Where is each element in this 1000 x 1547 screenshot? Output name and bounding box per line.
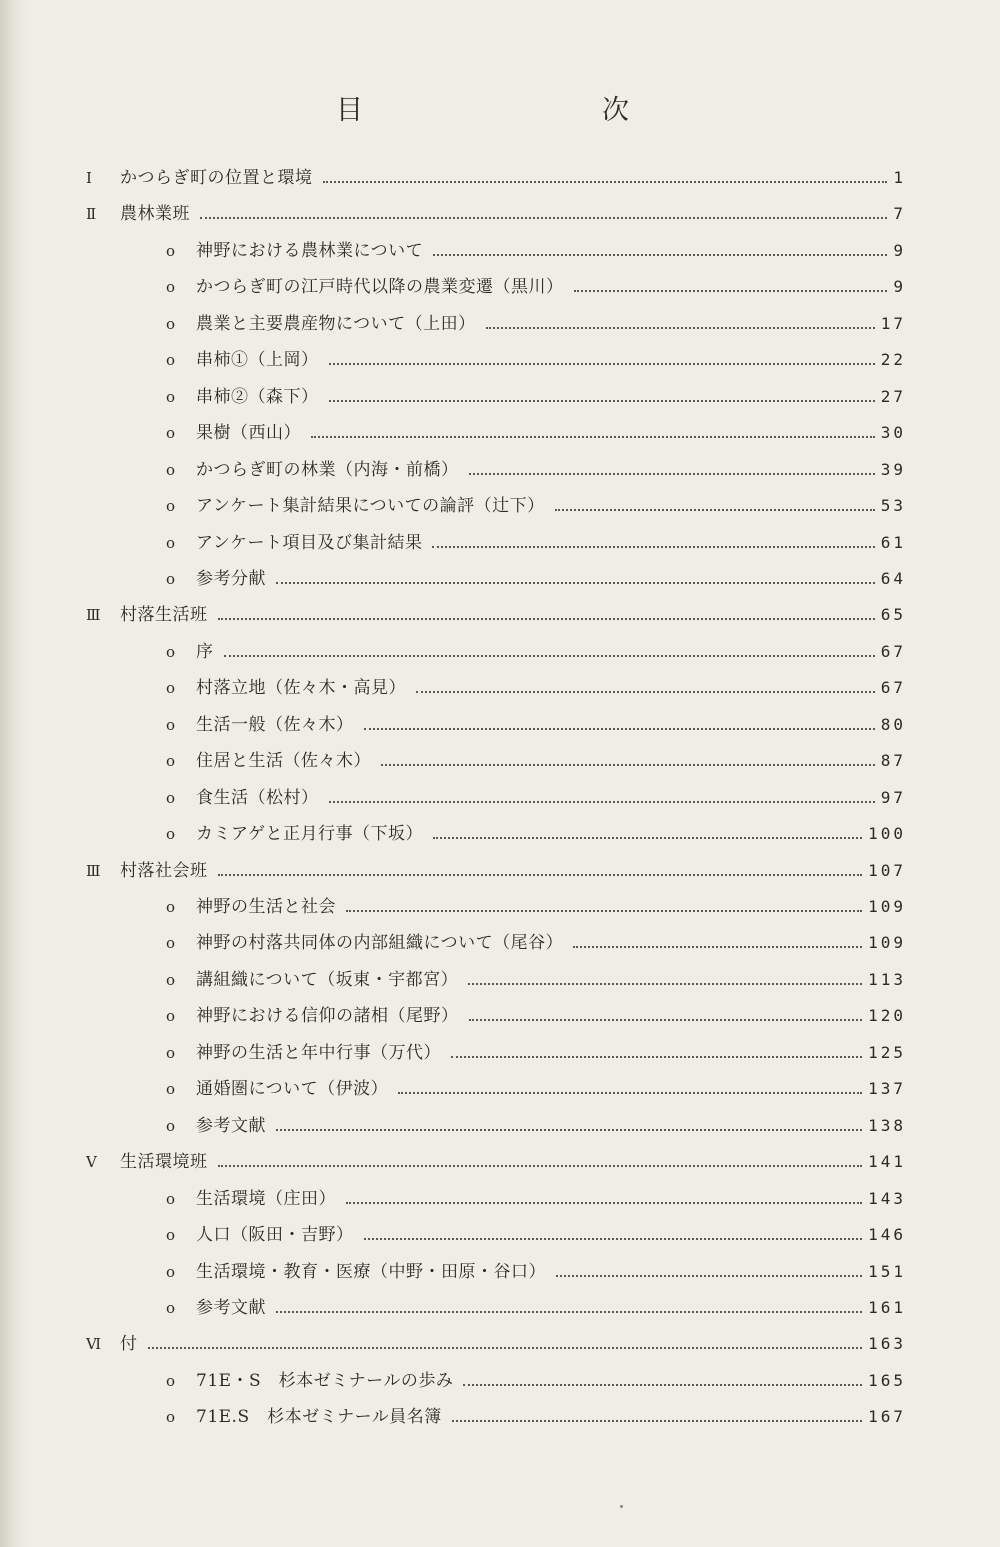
section-title: 農林業班 [120, 204, 190, 224]
section-numeral: Ⅰ [86, 169, 92, 187]
page-number: 141 [868, 1152, 906, 1171]
dot-leader [329, 363, 875, 365]
entry-bullet: o [166, 716, 176, 734]
toc-section [86, 164, 906, 192]
entry-title: 71E・S 杉本ゼミナールの歩み [196, 1371, 454, 1391]
entry-title: 神野の村落共同体の内部組織について（尾谷） [196, 933, 564, 953]
toc-entry [166, 310, 906, 338]
entry-title: アンケート項目及び集計結果 [196, 533, 423, 553]
toc-entry [166, 747, 906, 775]
section-numeral: Ⅱ [86, 205, 97, 223]
page-number: 27 [880, 387, 906, 406]
page-number: 61 [880, 533, 906, 552]
toc-entry [166, 638, 906, 666]
page-number: 138 [868, 1116, 906, 1135]
page-number: 7 [893, 204, 906, 223]
dot-leader [469, 473, 875, 475]
entry-title: 参考文献 [196, 1116, 266, 1136]
page-number: 87 [880, 751, 906, 770]
dot-leader [218, 618, 875, 620]
toc-section [86, 601, 906, 629]
toc-entry [166, 383, 906, 411]
toc-entry [166, 929, 906, 957]
entry-bullet: o [166, 679, 176, 697]
page-number: 125 [868, 1043, 906, 1062]
page-number: 80 [880, 715, 906, 734]
entry-bullet: o [166, 1263, 176, 1281]
entry-title: 71E.S 杉本ゼミナール員名簿 [196, 1407, 442, 1427]
entry-bullet: o [166, 570, 176, 588]
dot-leader [323, 181, 888, 183]
toc-entry [166, 456, 906, 484]
dot-leader [556, 1275, 862, 1277]
entry-bullet: o [166, 1408, 176, 1426]
dot-leader [574, 290, 888, 292]
page-number: 107 [868, 861, 906, 880]
entry-bullet: o [166, 1044, 176, 1062]
page-number: 100 [868, 824, 906, 843]
entry-title: 参考分献 [196, 569, 266, 589]
dot-leader [329, 801, 875, 803]
title-char-1: 目 [336, 95, 363, 126]
dot-leader [469, 1019, 863, 1021]
dot-leader [276, 582, 875, 584]
entry-bullet: o [166, 752, 176, 770]
entry-bullet: o [166, 461, 176, 479]
entry-bullet: o [166, 971, 176, 989]
dot-leader [432, 546, 874, 548]
page-number: 9 [893, 277, 906, 296]
dot-leader [451, 1056, 862, 1058]
entry-title: 序 [196, 642, 214, 662]
page-number: 9 [893, 241, 906, 260]
page-number: 151 [868, 1262, 906, 1281]
toc-entry [166, 419, 906, 447]
entry-bullet: o [166, 1226, 176, 1244]
toc-entry [166, 1075, 906, 1103]
page-number: 165 [868, 1371, 906, 1390]
dot-leader [346, 1202, 862, 1204]
dot-leader [276, 1129, 862, 1131]
page-number: 163 [868, 1334, 906, 1353]
entry-title: 生活環境・教育・医療（中野・田原・谷口） [196, 1262, 546, 1282]
entry-title: 村落立地（佐々木・高見） [196, 678, 406, 698]
toc-entry [166, 1221, 906, 1249]
page-number: 120 [868, 1006, 906, 1025]
page-number: 65 [880, 605, 906, 624]
dot-leader [346, 910, 862, 912]
toc-entry [166, 529, 906, 557]
page-number: 39 [880, 460, 906, 479]
toc-section [86, 1330, 906, 1358]
entry-bullet: o [166, 934, 176, 952]
entry-bullet: o [166, 1190, 176, 1208]
dot-leader [148, 1347, 863, 1349]
entry-bullet: o [166, 1007, 176, 1025]
entry-title: 果樹（西山） [196, 423, 301, 443]
toc-entry [166, 1367, 906, 1395]
dot-leader [218, 1165, 863, 1167]
toc-entry [166, 273, 906, 301]
toc-entry [166, 1112, 906, 1140]
entry-bullet: o [166, 789, 176, 807]
entry-title: 農業と主要農産物について（上田） [196, 314, 476, 334]
entry-title: アンケート集計結果についての論評（辻下） [196, 496, 545, 516]
toc-entry [166, 346, 906, 374]
entry-bullet: o [166, 497, 176, 515]
dot-leader [468, 983, 862, 985]
toc-entry [166, 1258, 906, 1286]
dot-leader [311, 436, 875, 438]
entry-title: 参考文献 [196, 1298, 266, 1318]
section-title: 生活環境班 [120, 1152, 208, 1172]
entry-bullet: o [166, 1372, 176, 1390]
paper-speck [620, 1505, 623, 1508]
dot-leader [463, 1384, 862, 1386]
page-number: 17 [880, 314, 906, 333]
section-title: 村落生活班 [120, 605, 208, 625]
entry-bullet: o [166, 534, 176, 552]
title-char-2: 次 [602, 95, 629, 126]
page-number: 137 [868, 1079, 906, 1098]
entry-title: 住居と生活（佐々木） [196, 751, 371, 771]
toc-entry [166, 1039, 906, 1067]
dot-leader [573, 946, 862, 948]
page-number: 109 [868, 897, 906, 916]
page-number: 97 [880, 788, 906, 807]
page-number: 113 [868, 970, 906, 989]
toc-entry [166, 1294, 906, 1322]
entry-title: 人口（阪田・吉野） [196, 1225, 354, 1245]
dot-leader [200, 217, 887, 219]
entry-bullet: o [166, 825, 176, 843]
entry-title: カミアゲと正月行事（下坂） [196, 824, 423, 844]
entry-title: 串柿①（上岡） [196, 350, 319, 370]
entry-title: 生活一般（佐々木） [196, 715, 354, 735]
dot-leader [452, 1420, 862, 1422]
entry-bullet: o [166, 424, 176, 442]
dot-leader [381, 764, 875, 766]
page-number: 64 [880, 569, 906, 588]
toc-entry [166, 711, 906, 739]
entry-title: 講組織について（坂東・宇都宮） [196, 970, 459, 990]
dot-leader [276, 1311, 862, 1313]
toc-section [86, 857, 906, 885]
dot-leader [329, 400, 875, 402]
entry-bullet: o [166, 898, 176, 916]
entry-title: かつらぎ町の江戸時代以降の農業変遷（黒川） [196, 277, 564, 297]
dot-leader [364, 1238, 863, 1240]
page-number: 67 [880, 642, 906, 661]
entry-title: 通婚圏について（伊波） [196, 1079, 389, 1099]
entry-bullet: o [166, 315, 176, 333]
page-number: 146 [868, 1225, 906, 1244]
entry-bullet: o [166, 1117, 176, 1135]
entry-bullet: o [166, 643, 176, 661]
section-numeral: Ⅴ [86, 1153, 97, 1171]
section-title: 付 [120, 1334, 138, 1354]
section-title: 村落社会班 [120, 861, 208, 881]
entry-title: 食生活（松村） [196, 788, 319, 808]
section-numeral: Ⅲ [86, 862, 101, 880]
toc-entry [166, 784, 906, 812]
entry-bullet: o [166, 1299, 176, 1317]
page-number: 109 [868, 933, 906, 952]
toc-entry [166, 1002, 906, 1030]
page-number: 53 [880, 496, 906, 515]
page-number: 143 [868, 1189, 906, 1208]
dot-leader [433, 254, 887, 256]
page-number: 22 [880, 350, 906, 369]
entry-bullet: o [166, 351, 176, 369]
toc-entry [166, 674, 906, 702]
toc-entry [166, 1403, 906, 1431]
toc-entry [166, 966, 906, 994]
dot-leader [555, 509, 875, 511]
dot-leader [364, 728, 875, 730]
toc-entry [166, 492, 906, 520]
dot-leader [218, 874, 863, 876]
page-number: 161 [868, 1298, 906, 1317]
entry-title: 神野における信仰の諸相（尾野） [196, 1006, 459, 1026]
entry-title: かつらぎ町の林業（内海・前橋） [196, 460, 459, 480]
section-numeral: Ⅲ [86, 606, 101, 624]
page-number: 30 [880, 423, 906, 442]
toc-entry [166, 820, 906, 848]
toc-entry [166, 565, 906, 593]
entry-bullet: o [166, 278, 176, 296]
entry-title: 串柿②（森下） [196, 387, 319, 407]
toc-section [86, 1148, 906, 1176]
entry-bullet: o [166, 388, 176, 406]
dot-leader [224, 655, 875, 657]
dot-leader [486, 327, 875, 329]
dot-leader [433, 837, 862, 839]
entry-title: 神野における農林業について [196, 241, 424, 261]
section-numeral: Ⅵ [86, 1335, 102, 1353]
entry-title: 生活環境（庄田） [196, 1189, 336, 1209]
entry-title: 神野の生活と社会 [196, 897, 336, 917]
dot-leader [416, 691, 875, 693]
toc-entry [166, 1185, 906, 1213]
toc-entry [166, 893, 906, 921]
page-number: 1 [893, 168, 906, 187]
toc-section [86, 200, 906, 228]
toc-entry [166, 237, 906, 265]
page-number: 67 [880, 678, 906, 697]
page-number: 167 [868, 1407, 906, 1426]
entry-bullet: o [166, 1080, 176, 1098]
dot-leader [398, 1092, 862, 1094]
section-title: かつらぎ町の位置と環境 [120, 168, 313, 188]
entry-title: 神野の生活と年中行事（万代） [196, 1043, 441, 1063]
entry-bullet: o [166, 242, 176, 260]
